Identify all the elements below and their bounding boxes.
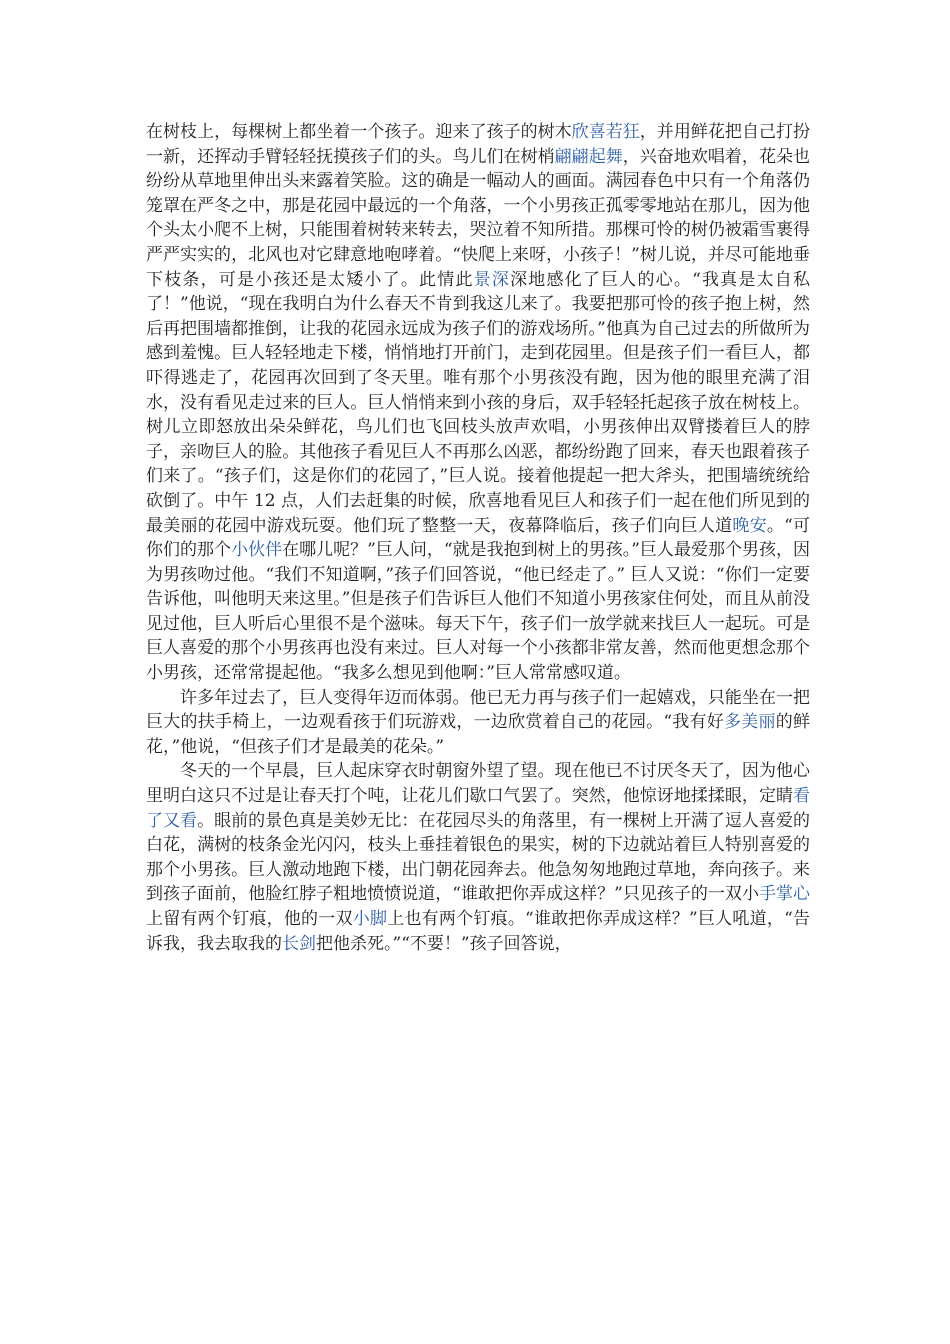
paragraph-text: 的鲜花，”他说，“但孩子们才是最美的花朵。”	[146, 712, 810, 757]
paragraph-text: 把他杀死。”“不要！”孩子回答说，	[316, 933, 572, 954]
paragraph-text: 许多年过去了，巨人变得年迈而体弱。他已无力再与孩子们一起嬉戏，只能坐在一把巨大的扶手椅上，一边观看孩于们玩游戏，一边欣赏着自己的花园。“我有好	[146, 687, 810, 733]
paragraph-text: 。眼前的景色真是美妙无比：在花园尽头的角落里，有一棵树上开满了逗人喜爱的白花，满树的枝条金光闪闪，枝头上垂挂着银色的果实，树的下边就站着巨人特别喜爱的那个小男孩。巨人激动地跑下楼，出门朝花园奔去。他急匆匆地跑过草地，奔向孩子。来到孩子面前，他脸红脖子粗地愤愤说道，“谁敢把你弄成这样？”只见孩子的一双小	[146, 810, 811, 905]
paragraph-text: 冬天的一个早晨，巨人起床穿衣时朝窗外望了望。现在他已不讨厌冬天了，因为他心里明白这只不过是让春天打个吨，让花儿们歇口气罢了。突然，他惊讶地揉揉眼，定睛	[146, 761, 810, 807]
highlighted-term: 景深	[473, 269, 511, 290]
paragraph-text: 。“可你们的那个	[146, 515, 811, 561]
paragraph-text: 深地感化了巨人的心。“我真是太自私了！”他说，“现在我明白为什么春天不肯到我这儿来了。我要把那可怜的孩子抱上树，然后再把围墙都推倒，让我的花园永远成为孩子们的游戏场所。”他真为自己过去的所做所为感到羞愧。巨人轻轻地走下楼，悄悄地打开前门，走到花园里。但是孩子们一看巨人，都吓得逃走了，花园再次回到了冬天里。唯有那个小男孩没有跑，因为他的眼里充满了泪水，没有看见走过来的巨人。巨人悄悄来到小孩的身后，双手轻轻托起孩子放在树枝上。树儿立即怒放出朵朵鲜花，鸟儿们也飞回枝头放声欢唱，小男孩伸出双臂搂着巨人的脖子，亲吻巨人的脸。其他孩子看见巨人不再那么凶恶，都纷纷跑了回来，春天也跟着孩子们来了。“孩子们，这是你们的花园了，”巨人说。接着他提起一把大斧头，把围墙统统给砍倒了。中午 12 点，人们去赶集的时候，欣喜地看见巨人和孩子们一起在他们所见到的最美丽的花园中游戏玩耍。他们玩了整整一天，夜幕降临后，孩子们向巨人道	[146, 269, 810, 536]
highlighted-term: 晚安	[732, 515, 767, 536]
paragraph-text: ，兴奋地欢唱着，花朵也纷纷从草地里伸出头来露着笑脸。这的确是一幅动人的画面。满园春色中只有一个角落仍笼罩在严冬之中，那是花园中最远的一个角落，一个小男孩正孤零零地站在那儿，因为他个头太小爬不上树，只能围着树转来转去，哭泣着不知所措。那棵可怜的树仍被霜雪裹得严严实实的，北风也对它肆意地咆哮着。“快爬上来呀，小孩子！”树儿说，并尽可能地垂下枝条，可是小孩还是太矮小了。此情此	[146, 146, 811, 290]
paragraph	[146, 686, 810, 760]
paragraph	[146, 759, 810, 956]
paragraph-text: ，并用鲜花把自己打扮一新，还挥动手臂轻轻抚摸孩子们的头。鸟儿们在树梢	[146, 122, 811, 167]
paragraph-text: 在树枝上，每棵树上都坐着一个孩子。迎来了孩子的树木	[146, 122, 572, 142]
paragraph-text: 上留有两个钉痕，他的一双	[146, 909, 353, 929]
highlighted-term: 欣喜若狂	[571, 122, 640, 142]
paragraph-text: 在哪儿呢？”巨人问，“就是我抱到树上的男孩。”巨人最爱那个男孩，因为男孩吻过他。“我们不知道啊，”孩子们回答说，“他已经走了。” 巨人又说：“你们一定要告诉他，叫他明天来这里。”但是孩子们告诉巨人他们不知道小男孩家住何处，而且从前没见过他，巨人听后心里很不是个滋味。每天下午，孩子们一放学就来找巨人一起玩。可是巨人喜爱的那个小男孩再也没有来过。巨人对每一个小孩都非常友善，然而他更想念那个小男孩，还常常提起他。“我多么想见到他啊：”巨人常常感叹道。	[146, 540, 811, 684]
highlighted-term: 看了又看	[146, 786, 810, 831]
paragraph	[146, 120, 810, 686]
highlighted-term: 手掌心	[758, 884, 810, 905]
highlighted-term: 多美丽	[724, 712, 776, 733]
paragraph-text: 上也有两个钉痕。“谁敢把你弄成这样？”巨人吼道，“告诉我，我去取我的	[146, 909, 811, 954]
highlighted-term: 小伙伴	[231, 540, 283, 561]
highlighted-term: 小脚	[352, 909, 388, 929]
highlighted-term: 翩翩起舞	[554, 146, 623, 167]
document-page	[146, 120, 810, 956]
highlighted-term: 长剑	[282, 933, 316, 954]
